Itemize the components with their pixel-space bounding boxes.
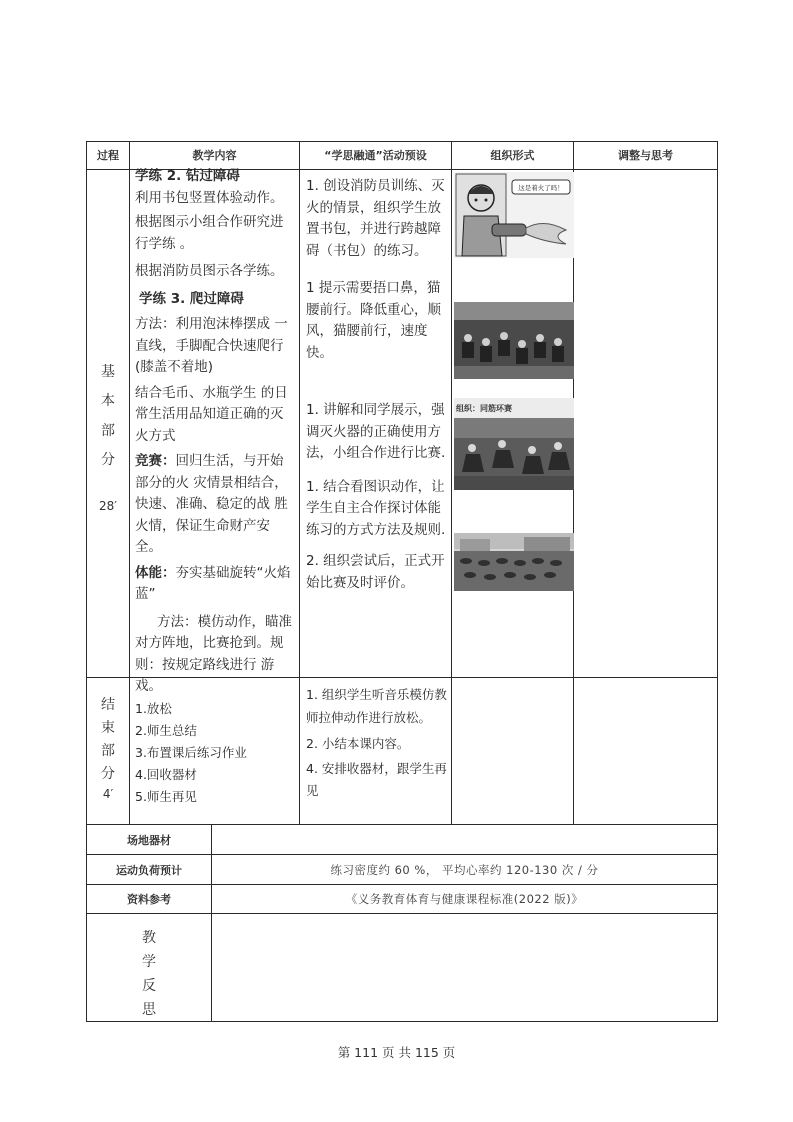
end-content-item: 1.放松: [135, 701, 172, 716]
header-adjustment: 调整与思考: [618, 149, 673, 162]
fitness-method: 方法：模仿动作，瞄准对方阵地，比赛抢到。规则：按规定路线进行 游戏。: [135, 613, 292, 694]
basic-label-char: 基: [101, 364, 115, 380]
ref-value: 《义务教育体育与健康课程标准(2022 版)》: [345, 892, 584, 906]
end-content-item: 2.师生总结: [135, 723, 197, 738]
page-number: 第 111 页 共 115 页: [337, 1045, 456, 1060]
reflection-char: 学: [142, 954, 156, 970]
table-border-bottom: [86, 1021, 718, 1022]
header-content: 教学内容: [192, 149, 237, 162]
content-line: 利用书包竖置体验动作。: [135, 189, 284, 206]
venue-value: [212, 825, 717, 854]
crawling-drill-photo: [454, 302, 574, 379]
activity-item: 1 提示需要捂口鼻，猫腰前行。降低重心，顺风，猫腰前行，速度快。: [306, 280, 441, 361]
end-activity-item: 1. 组织学生听音乐模仿教师拉伸动作进行放松。: [306, 687, 447, 725]
table-border-right: [717, 141, 718, 1022]
cartoon-bubble-text: 这是着火了吗！: [518, 184, 564, 192]
firefighter-cartoon-image: [454, 172, 574, 258]
reflection-char: 教: [142, 930, 156, 946]
basic-activity: [306, 176, 448, 594]
relay-race-photo: [454, 398, 574, 490]
load-value: 练习密度约 60 %， 平均心率约 120-130 次 / 分: [330, 862, 599, 877]
end-content-item: 4.回收器材: [135, 767, 197, 782]
content-line: 根据消防员图示各学练。: [135, 263, 284, 279]
fitness-game-photo: [454, 533, 574, 591]
end-content: [135, 698, 295, 808]
content-line: 结合毛币、水瓶学生 的日常生活用品知道正确的灭火方式: [135, 384, 288, 444]
end-content-item: 5.师生再见: [135, 789, 197, 804]
basic-label-char: 部: [101, 423, 115, 439]
basic-content: [135, 166, 295, 698]
end-activity-item: 4. 安排收器材，跟学生再见: [306, 760, 447, 798]
col-divider-content: [299, 141, 300, 824]
col-divider-process: [129, 141, 130, 824]
practice3-title: 学练 3. 爬过障碍: [139, 290, 244, 307]
col-divider-activity: [451, 141, 452, 824]
basic-time: 28′: [99, 499, 117, 513]
photo-caption: 组织：同筋环赛: [456, 404, 512, 413]
fitness-text: 夯实基础旋转“火焰蓝”: [135, 564, 291, 602]
method-text: 利用泡沫棒摆成 一直线，手脚配合快速爬行(膝盖不着地): [135, 316, 288, 375]
activity-item: 1. 结合看图识动作，让学生自主合作探讨体能练习的方式方法及规则.: [306, 478, 446, 538]
basic-label-char: 本: [101, 393, 115, 409]
basic-label-char: 分: [101, 452, 115, 468]
activity-item: 2. 组织尝试后，正式开 始比赛及时评价。: [306, 553, 445, 591]
compete-label: 竞赛：: [135, 453, 176, 469]
header-organization: 组织形式: [490, 149, 535, 162]
method-label: 方法：: [135, 316, 176, 332]
end-label-char: 结: [101, 697, 115, 713]
end-label-char: 部: [101, 743, 115, 759]
activity-item: 1. 创设消防员训练、灭 火的情景，组织学生放 置书包，并进行跨越障 碍（书包）的练习。: [306, 178, 445, 259]
venue-label: 场地器材: [127, 833, 171, 847]
reflection-char: 思: [142, 1002, 156, 1018]
end-time: 4′: [102, 787, 114, 801]
load-label: 运动负荷预计: [116, 863, 182, 877]
fitness-label: 体能：: [135, 564, 176, 581]
ref-label: 资料参考: [127, 893, 171, 906]
end-label-char: 束: [101, 720, 115, 736]
header-process: 过程: [97, 149, 119, 162]
end-label-char: 分: [101, 766, 115, 782]
end-activity: [306, 684, 448, 803]
end-activity-item: 2. 小结本课内容。: [306, 736, 410, 751]
activity-item: 1. 讲解和同学展示，强调灭火器的正确使用方法，小组合作进行比赛.: [306, 402, 446, 461]
compete-text: 回归生活，与开始部分的火 灾情景相结合，快速、准确、稳定的战 胜火情，保证生命财产安全。: [135, 453, 288, 555]
end-content-item: 3.布置课后练习作业: [135, 745, 247, 760]
practice2-title: 学练 2. 钻过障碍: [135, 168, 240, 184]
ref-reflection-divider: [86, 913, 718, 914]
content-line: 根据图示小组合作研究进行学练 。: [135, 214, 284, 252]
reflection-char: 反: [142, 978, 156, 994]
header-activity: “学思融通”活动预设: [324, 149, 427, 162]
